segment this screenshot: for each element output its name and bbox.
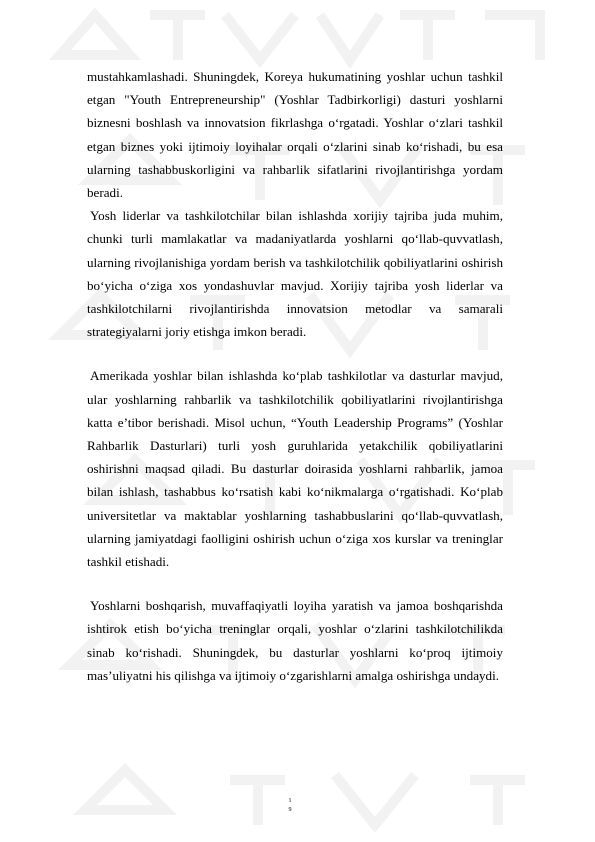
paragraph-1: mustahkamlashadi. Shuningdek, Koreya hukumatining yoshlar uchun tashkil etgan "Youth Entrepreneurship" (Yoshlar Tadbirkorligi) dasturi yoshlarni biznesni boshlash va innovatsion fikrlashga o‘rgatadi. Yoshlar o‘zlari tashkil etgan biznes yoki ijtimoiy loyihalar orqali o‘zlarini sinab ko‘rishadi, bu esa ularning tashabbuskorligini va rahbarlik sifatlarini rivojlantirishga yordam beradi. — [87, 69, 503, 201]
document-body — [87, 65, 503, 687]
paragraph-2: Yosh liderlar va tashkilotchilar bilan ishlashda xorijiy tajriba juda muhim, chunki turli mamlakatlar va madaniyatlarda yoshlarni qo‘llab-quvvatlash, ularning rivojlanishiga yordam berish va tashkilotchilik qobiliyatlarini oshirish bo‘yicha o‘ziga xos yondashuvlar mavjud. Xorijiy tajriba yosh liderlar va tashkilotchilarni rivojlantirishda innovatsion metodlar va samarali strategiyalarni joriy etishga imkon beradi. — [87, 208, 503, 340]
paragraph-4: Yoshlarni boshqarish, muvaffaqiyatli loyiha yaratish va jamoa boshqarishda ishtirok etish bo‘yicha treninglar orqali, yoshlar o‘zlarini tashkilotchilikda sinab ko‘rishadi. Shuningdek, bu dasturlar yoshlarni ko‘proq ijtimoiy mas’uliyatni his qilishga va ijtimoiy o‘zgarishlarni amalga oshirishga undaydi. — [87, 598, 503, 683]
paragraph-spacer — [87, 573, 503, 594]
paragraph-spacer — [87, 343, 503, 364]
page-number-line-1: 1 — [288, 798, 292, 804]
page-number — [280, 797, 300, 815]
paragraph-3: Amerikada yoshlar bilan ishlashda ko‘plab tashkilotlar va dasturlar mavjud, ular yoshlarning rahbarlik va tashkilotchilik qobiliyatlarini rivojlantirishga katta e’tibor berishadi. Misol uchun, “Youth Leadership Programs” (Yoshlar Rahbarlik Dasturlari) turli yosh guruhlarida yetakchilik qobiliyatlarini oshirishni maqsad qiladi. Bu dasturlar doirasida yoshlarni rahbarlik, jamoa bilan ishlash, tashabbus ko‘rsatish kabi ko‘nikmalarga o‘rgatishadi. Ko‘plab universitetlar va maktablar yoshlarning tashabbuslarini qo‘llab-quvvatlash, ularning jamiyatdagi faolligini oshirish uchun o‘ziga xos kurslar va treninglar tashkil etishadi. — [87, 368, 503, 570]
page-number-line-2: 9 — [288, 807, 292, 813]
